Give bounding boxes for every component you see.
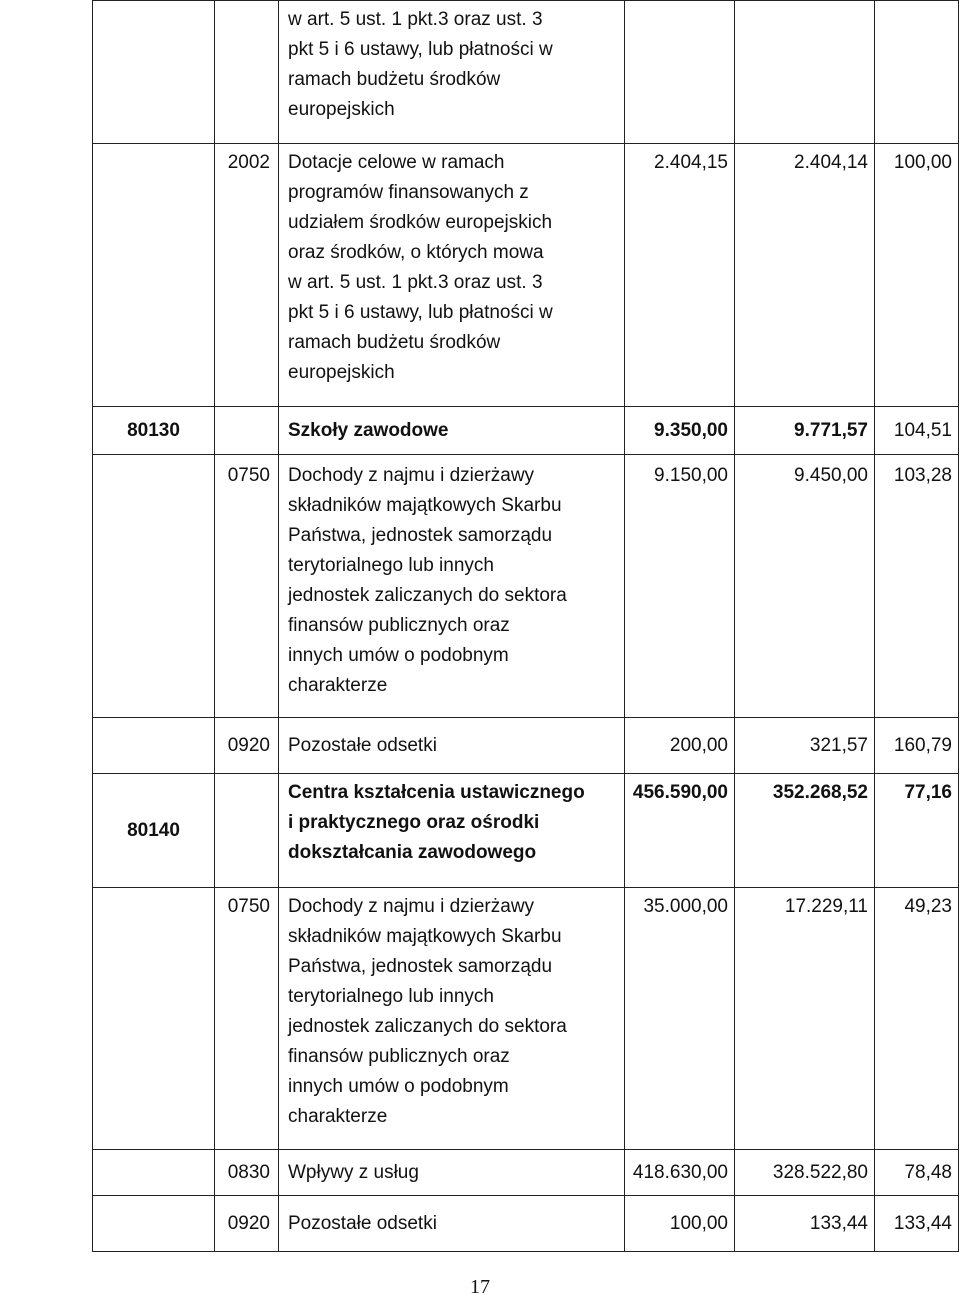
description-cell: Pozostałe odsetki [279, 718, 625, 774]
paragraph-code-cell: 0750 [215, 455, 279, 718]
description-text: Dochody z najmu i dzierżawy składników majątkowych Skarbu Państwa, jednostek samorządu terytorialnego lub innych jednostek zaliczanych do sektora finansów publicznych oraz innych umów o podobnym charakterze [288, 465, 567, 696]
table-row [93, 455, 959, 718]
paragraph-code-cell: 0830 [215, 1150, 279, 1196]
table-row [93, 407, 959, 455]
budget-income-table [92, 0, 959, 1252]
table-row [93, 718, 959, 774]
paragraph-code-cell: 0750 [215, 888, 279, 1150]
paragraph-code-cell [215, 774, 279, 888]
execution-cell: 328.522,80 [735, 1150, 875, 1196]
execution-cell: 352.268,52 [735, 774, 875, 888]
description-cell [279, 888, 625, 1150]
plan-cell: 456.590,00 [625, 774, 735, 888]
description-cell [279, 774, 625, 888]
description-text: w art. 5 ust. 1 pkt.3 oraz ust. 3 pkt 5 i 6 ustawy, lub płatności w ramach budżetu środków europejskich [288, 9, 553, 120]
table-row [93, 774, 959, 888]
execution-cell: 321,57 [735, 718, 875, 774]
description-cell: Wpływy z usług [279, 1150, 625, 1196]
table-row [93, 144, 959, 407]
chapter-cell [93, 1150, 215, 1196]
description-cell: Pozostałe odsetki [279, 1196, 625, 1252]
chapter-cell [93, 718, 215, 774]
paragraph-code-cell: 0920 [215, 1196, 279, 1252]
plan-cell: 200,00 [625, 718, 735, 774]
description-cell: Szkoły zawodowe [279, 407, 625, 455]
chapter-cell: 80140 [93, 774, 215, 888]
plan-cell [625, 1, 735, 144]
description-text: Dochody z najmu i dzierżawy składników majątkowych Skarbu Państwa, jednostek samorządu terytorialnego lub innych jednostek zaliczanych do sektora finansów publicznych oraz innych umów o podobnym charakterze [288, 896, 567, 1127]
table-row [93, 888, 959, 1150]
chapter-cell [93, 1196, 215, 1252]
percent-cell: 133,44 [875, 1196, 959, 1252]
execution-cell: 9.771,57 [735, 407, 875, 455]
chapter-cell [93, 144, 215, 407]
execution-cell: 2.404,14 [735, 144, 875, 407]
paragraph-code-cell: 0920 [215, 718, 279, 774]
plan-cell: 9.350,00 [625, 407, 735, 455]
plan-cell: 418.630,00 [625, 1150, 735, 1196]
percent-cell: 160,79 [875, 718, 959, 774]
percent-cell [875, 1, 959, 144]
percent-cell: 104,51 [875, 407, 959, 455]
page-number: 17 [470, 1276, 490, 1298]
paragraph-code-cell: 2002 [215, 144, 279, 407]
table-row [93, 1, 959, 144]
chapter-cell [93, 888, 215, 1150]
description-text: Dotacje celowe w ramach programów finansowanych z udziałem środków europejskich oraz środków, o których mowa w art. 5 ust. 1 pkt.3 oraz ust. 3 pkt 5 i 6 ustawy, lub płatności w ramach budżetu środków europejskich [288, 152, 553, 383]
plan-cell: 9.150,00 [625, 455, 735, 718]
execution-cell: 9.450,00 [735, 455, 875, 718]
description-cell [279, 455, 625, 718]
paragraph-code-cell [215, 1, 279, 144]
percent-cell: 100,00 [875, 144, 959, 407]
description-text: Centra kształcenia ustawicznego i praktycznego oraz ośrodki dokształcania zawodowego [288, 782, 585, 863]
description-cell [279, 144, 625, 407]
execution-cell [735, 1, 875, 144]
description-cell [279, 1, 625, 144]
table-row [93, 1196, 959, 1252]
plan-cell: 2.404,15 [625, 144, 735, 407]
plan-cell: 35.000,00 [625, 888, 735, 1150]
percent-cell: 77,16 [875, 774, 959, 888]
paragraph-code-cell [215, 407, 279, 455]
chapter-cell [93, 455, 215, 718]
execution-cell: 133,44 [735, 1196, 875, 1252]
chapter-cell [93, 1, 215, 144]
execution-cell: 17.229,11 [735, 888, 875, 1150]
table-row [93, 1150, 959, 1196]
percent-cell: 103,28 [875, 455, 959, 718]
percent-cell: 49,23 [875, 888, 959, 1150]
plan-cell: 100,00 [625, 1196, 735, 1252]
percent-cell: 78,48 [875, 1150, 959, 1196]
chapter-cell: 80130 [93, 407, 215, 455]
